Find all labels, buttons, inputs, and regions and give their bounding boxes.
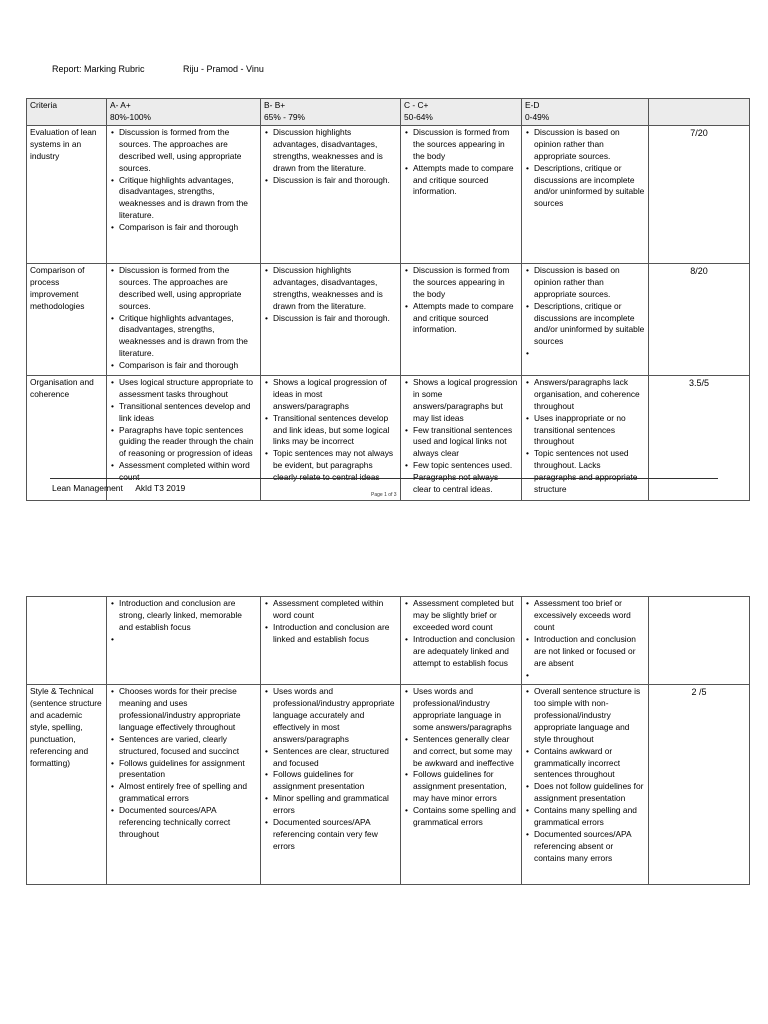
- descriptor-item: • Sentences are varied, clearly structured, focused and succinct: [119, 734, 257, 758]
- descriptor-item: [534, 670, 645, 682]
- descriptor-item: • Comparison is fair and thorough: [119, 222, 257, 234]
- score-cell: 8/20: [649, 263, 750, 375]
- descriptor-item: • Discussion is formed from the sources. The approaches are described well, using appropriate sources.: [119, 127, 257, 175]
- criterion-cell: Evaluation of lean systems in an industry: [27, 125, 107, 263]
- grade-header-c: C - C+ 50-64%: [401, 99, 522, 126]
- rubric-row: [27, 375, 750, 500]
- descriptor-item: • Few topic sentences used. Paragraphs not always clear to central ideas.: [413, 460, 518, 496]
- grade-c-cell: [401, 263, 522, 375]
- descriptor-item: • Overall sentence structure is too simple with non-professional/industry appropriate language and style throughout: [534, 686, 645, 746]
- descriptor-list: [264, 265, 397, 325]
- descriptor-list: [110, 265, 257, 372]
- descriptor-list: [404, 127, 518, 199]
- descriptor-item: • Comparison is fair and thorough: [119, 360, 257, 372]
- descriptor-item: • Follows guidelines for assignment presentation: [273, 769, 397, 793]
- descriptor-item: • Discussion is formed from the sources. The approaches are described well, using appropriate sources.: [119, 265, 257, 313]
- grade-b-cell: [261, 375, 401, 500]
- descriptor-item: • Follows guidelines for assignment presentation: [119, 758, 257, 782]
- descriptor-item: • Few transitional sentences used and logical links not always clear: [413, 425, 518, 461]
- descriptor-list: [525, 686, 645, 865]
- descriptor-item: • Introduction and conclusion are not linked or focused or are absent: [534, 634, 645, 670]
- descriptor-item: • Documented sources/APA referencing contain very few errors: [273, 817, 397, 853]
- descriptor-item: • Introduction and conclusion are linked and establish focus: [273, 622, 397, 646]
- descriptor-item: • Discussion is fair and thorough.: [273, 175, 397, 187]
- descriptor-list: [404, 265, 518, 337]
- descriptor-item: • Discussion is formed from the sources appearing in the body: [413, 265, 518, 301]
- descriptor-list: [110, 377, 257, 484]
- footer-course: Lean Management: [52, 483, 123, 493]
- descriptor-item: • Assessment too brief or excessively exceeds word count: [534, 598, 645, 634]
- descriptor-item: • Uses words and professional/industry appropriate language accurately and effectively in most answers/paragraphs: [273, 686, 397, 746]
- descriptor-item: • Descriptions, critique or discussions are incomplete and/or uninformed by suitable sources: [534, 301, 645, 349]
- descriptor-item: • Discussion is based on opinion rather than appropriate sources.: [534, 265, 645, 301]
- descriptor-list: [264, 598, 397, 646]
- descriptor-item: • Uses logical structure appropriate to assessment tasks throughout: [119, 377, 257, 401]
- score-cell: 2 /5: [649, 685, 750, 885]
- descriptor-item: • Sentences generally clear and correct, but some may be awkward and ineffective: [413, 734, 518, 770]
- descriptor-item: • Critique highlights advantages, disadvantages, strengths, weaknesses and is drawn from the literature.: [119, 313, 257, 361]
- criterion-cell: [27, 597, 107, 685]
- descriptor-item: • Assessment completed but may be slightly brief or exceeded word count: [413, 598, 518, 634]
- score-cell: 3.5/5: [649, 375, 750, 500]
- descriptor-item: • Paragraphs have topic sentences guiding the reader through the chain of reasoning or progression of ideas: [119, 425, 257, 461]
- page-footer: [52, 483, 185, 493]
- grade-a-cell: [107, 125, 261, 263]
- descriptor-item: • Discussion highlights advantages, disadvantages, strengths, weaknesses and is drawn from the literature.: [273, 265, 397, 313]
- descriptor-item: • Chooses words for their precise meaning and uses professional/industry appropriate language effectively throughout: [119, 686, 257, 734]
- report-authors: Riju - Pramod - Vinu: [183, 64, 264, 74]
- descriptor-item: • Documented sources/APA referencing absent or contains many errors: [534, 829, 645, 865]
- descriptor-item: • Discussion highlights advantages, disadvantages, strengths, weaknesses and is drawn from the literature.: [273, 127, 397, 175]
- rubric-row: [27, 685, 750, 885]
- grade-e-cell: [522, 597, 649, 685]
- descriptor-list: [110, 598, 257, 646]
- descriptor-list: [525, 265, 645, 360]
- criteria-header: Criteria: [27, 99, 107, 126]
- descriptor-list: [264, 127, 397, 187]
- rubric-row: [27, 125, 750, 263]
- descriptor-item: • Introduction and conclusion are adequately linked and attempt to establish focus: [413, 634, 518, 670]
- grade-c-cell: [401, 597, 522, 685]
- grade-a-cell: [107, 375, 261, 500]
- descriptor-list: [110, 127, 257, 234]
- descriptor-item: • Minor spelling and grammatical errors: [273, 793, 397, 817]
- report-title: Report: Marking Rubric: [52, 64, 145, 74]
- grade-e-cell: [522, 125, 649, 263]
- descriptor-item: • Sentences are clear, structured and focused: [273, 746, 397, 770]
- descriptor-item: • Shows a logical progression in some answers/paragraphs but may list ideas: [413, 377, 518, 425]
- descriptor-list: [264, 377, 397, 484]
- rubric-table-page1: [26, 98, 750, 501]
- grade-e-cell: [522, 263, 649, 375]
- descriptor-item: • Discussion is based on opinion rather than appropriate sources.: [534, 127, 645, 163]
- descriptor-item: • Attempts made to compare and critique sourced information.: [413, 163, 518, 199]
- grade-b-cell: [261, 597, 401, 685]
- descriptor-list: [525, 598, 645, 681]
- grade-header-b: B- B+ 65% - 79%: [261, 99, 401, 126]
- score-header: [649, 99, 750, 126]
- criterion-cell: Comparison of process improvement methodologies: [27, 263, 107, 375]
- grade-a-cell: [107, 685, 261, 885]
- grade-b-cell: [261, 263, 401, 375]
- rubric-row: [27, 597, 750, 685]
- descriptor-item: • Assessment completed within word count: [119, 460, 257, 484]
- grade-c-cell: [401, 125, 522, 263]
- descriptor-list: [404, 686, 518, 829]
- descriptor-item: • Attempts made to compare and critique sourced information.: [413, 301, 518, 337]
- descriptor-list: [525, 127, 645, 210]
- grade-b-cell: [261, 125, 401, 263]
- page-number: Page 1 of 3: [371, 492, 397, 498]
- descriptor-item: • Topic sentences may not always be evident, but paragraphs clearly relate to central ideas: [273, 448, 397, 484]
- rubric-row: [27, 263, 750, 375]
- descriptor-item: • Critique highlights advantages, disadvantages, strengths, weaknesses and is drawn from the literature.: [119, 175, 257, 223]
- rubric-header-row: [27, 99, 750, 126]
- descriptor-item: • Follows guidelines for assignment presentation, may have minor errors: [413, 769, 518, 805]
- descriptor-item: • Discussion is fair and thorough.: [273, 313, 397, 325]
- criterion-cell: Style & Technical (sentence structure and academic style, spelling, punctuation, referencing and formatting): [27, 685, 107, 885]
- descriptor-item: • Contains many spelling and grammatical errors: [534, 805, 645, 829]
- descriptor-list: [264, 686, 397, 853]
- descriptor-item: • Almost entirely free of spelling and grammatical errors: [119, 781, 257, 805]
- grade-c-cell: [401, 375, 522, 500]
- grade-b-cell: [261, 685, 401, 885]
- descriptor-item: • Discussion is formed from the sources appearing in the body: [413, 127, 518, 163]
- grade-e-cell: [522, 685, 649, 885]
- grade-header-e: E-D 0-49%: [522, 99, 649, 126]
- descriptor-item: • Contains some spelling and grammatical errors: [413, 805, 518, 829]
- criterion-cell: Organisation and coherence: [27, 375, 107, 500]
- descriptor-item: • Uses inappropriate or no transitional sentences throughout: [534, 413, 645, 449]
- descriptor-item: • Topic sentences not used throughout. Lacks paragraphs and appropriate structure: [534, 448, 645, 496]
- grade-a-cell: [107, 263, 261, 375]
- footer-rule: [50, 478, 718, 479]
- footer-term: Akld T3 2019: [135, 483, 186, 493]
- descriptor-item: [534, 348, 645, 360]
- grade-header-a: A- A+ 80%-100%: [107, 99, 261, 126]
- descriptor-item: • Introduction and conclusion are strong, clearly linked, memorable and establish focus: [119, 598, 257, 634]
- score-cell: 7/20: [649, 125, 750, 263]
- descriptor-item: • Answers/paragraphs lack organisation, and coherence throughout: [534, 377, 645, 413]
- descriptor-item: • Uses words and professional/industry appropriate language in some answers/paragraphs: [413, 686, 518, 734]
- grade-c-cell: [401, 685, 522, 885]
- grade-e-cell: [522, 375, 649, 500]
- rubric-table-page2: [26, 596, 750, 885]
- descriptor-item: [119, 634, 257, 646]
- descriptor-list: [110, 686, 257, 841]
- descriptor-item: • Transitional sentences develop and link ideas: [119, 401, 257, 425]
- descriptor-item: • Descriptions, critique or discussions are incomplete and/or uninformed by suitable sources: [534, 163, 645, 211]
- score-cell: [649, 597, 750, 685]
- grade-a-cell: [107, 597, 261, 685]
- descriptor-item: • Does not follow guidelines for assignment presentation: [534, 781, 645, 805]
- descriptor-list: [404, 598, 518, 670]
- descriptor-item: • Documented sources/APA referencing technically correct throughout: [119, 805, 257, 841]
- descriptor-item: • Shows a logical progression of ideas in most answers/paragraphs: [273, 377, 397, 413]
- descriptor-item: • Transitional sentences develop and link ideas, but some logical links may be incorrect: [273, 413, 397, 449]
- descriptor-item: • Assessment completed within word count: [273, 598, 397, 622]
- descriptor-item: • Contains awkward or grammatically incorrect sentences throughout: [534, 746, 645, 782]
